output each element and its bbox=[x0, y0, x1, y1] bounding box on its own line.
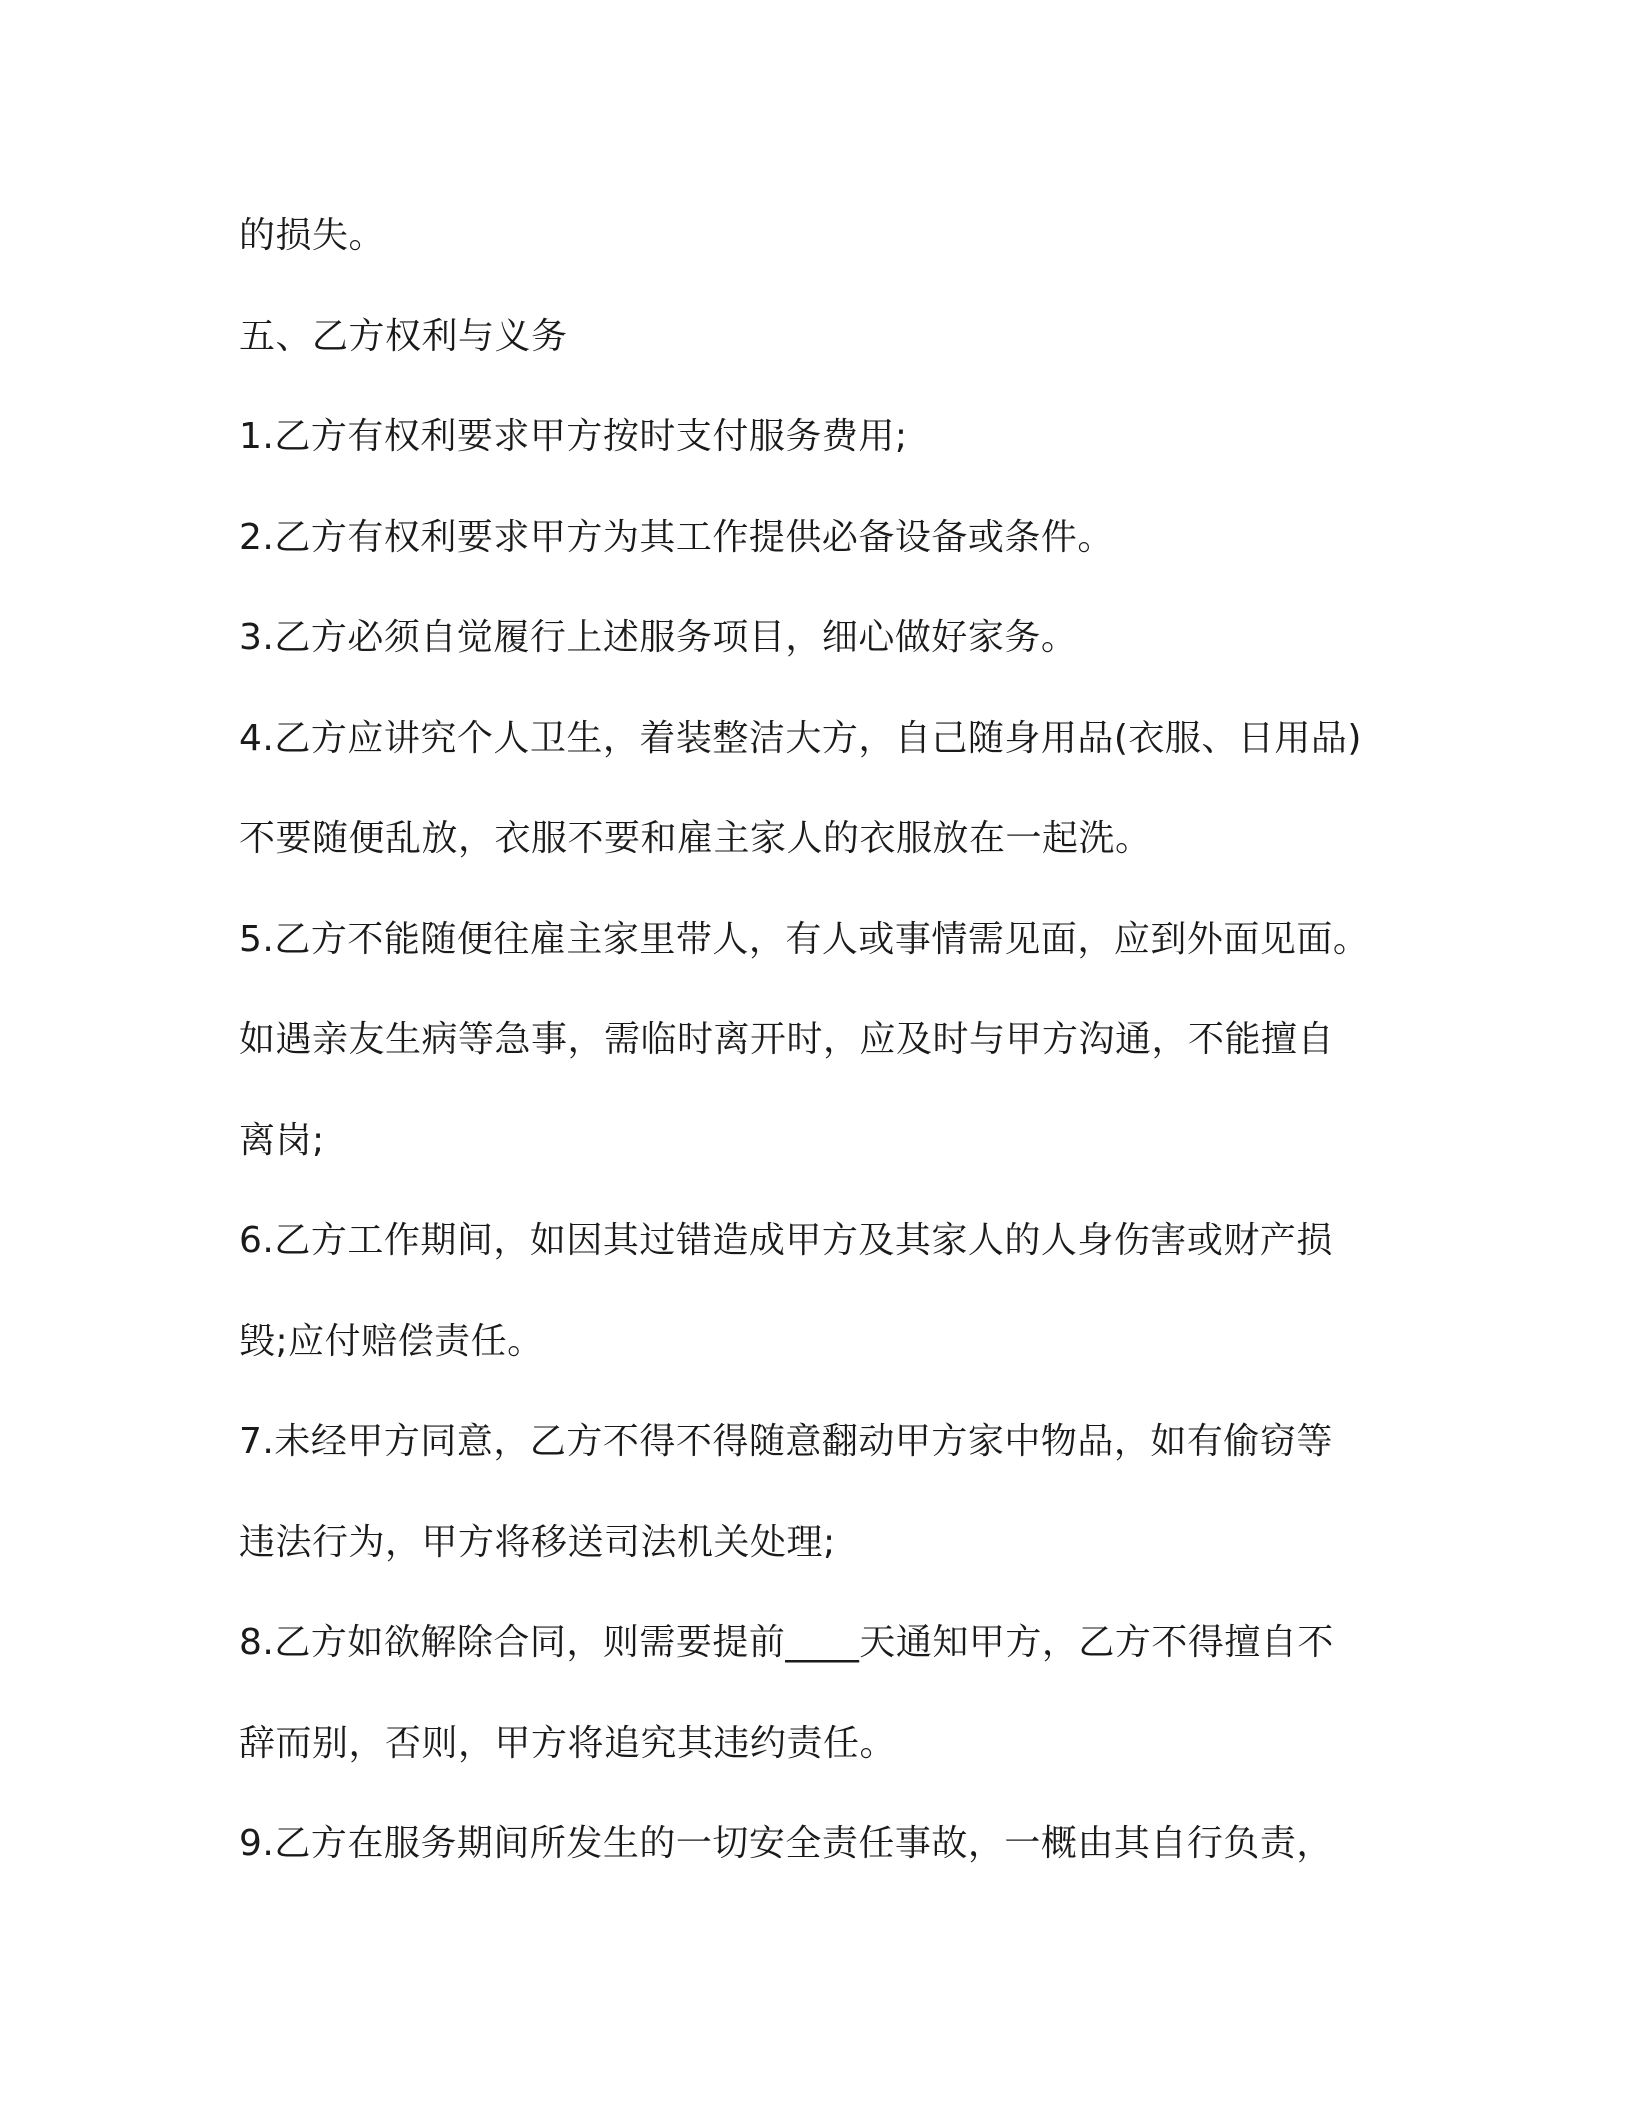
text-line: 3.乙方必须自觉履行上述服务项目，细心做好家务。 bbox=[239, 617, 1078, 658]
text-line: 6.乙方工作期间，如因其过错造成甲方及其家人的人身伤害或财产损 bbox=[239, 1220, 1333, 1261]
text-line: 4.乙方应讲究个人卫生，着装整洁大方，自己随身用品(衣服、日用品) bbox=[239, 717, 1362, 759]
document-body bbox=[239, 186, 1399, 1895]
text-line: 离岗; bbox=[239, 1119, 325, 1161]
text-line: 辞而别，否则，甲方将追究其违约责任。 bbox=[239, 1722, 897, 1764]
text-line: 5.乙方不能随便往雇主家里带人，有人或事情需见面，应到外面见面。 bbox=[239, 918, 1370, 960]
text-line: 毁;应付赔偿责任。 bbox=[239, 1320, 544, 1362]
text-line: 2.乙方有权利要求甲方为其工作提供必备设备或条件。 bbox=[239, 516, 1114, 558]
text-line: 的损失。 bbox=[239, 215, 386, 256]
section-heading: 五、乙方权利与义务 bbox=[239, 315, 568, 357]
text-line: 不要随便乱放，衣服不要和雇主家人的衣服放在一起洗。 bbox=[239, 818, 1152, 859]
text-line: 7.未经甲方同意，乙方不得不得随意翻动甲方家中物品，如有偷窃等 bbox=[239, 1421, 1333, 1462]
text-line: 违法行为，甲方将移送司法机关处理; bbox=[239, 1521, 836, 1563]
text-line: 8.乙方如欲解除合同，则需要提前____天通知甲方，乙方不得擅自不 bbox=[239, 1622, 1334, 1663]
text-line: 9.乙方在服务期间所发生的一切安全责任事故，一概由其自行负责， bbox=[239, 1823, 1333, 1864]
text-line: 1.乙方有权利要求甲方按时支付服务费用; bbox=[239, 416, 908, 457]
text-line: 如遇亲友生病等急事，需临时离开时，应及时与甲方沟通，不能擅自 bbox=[239, 1019, 1335, 1060]
